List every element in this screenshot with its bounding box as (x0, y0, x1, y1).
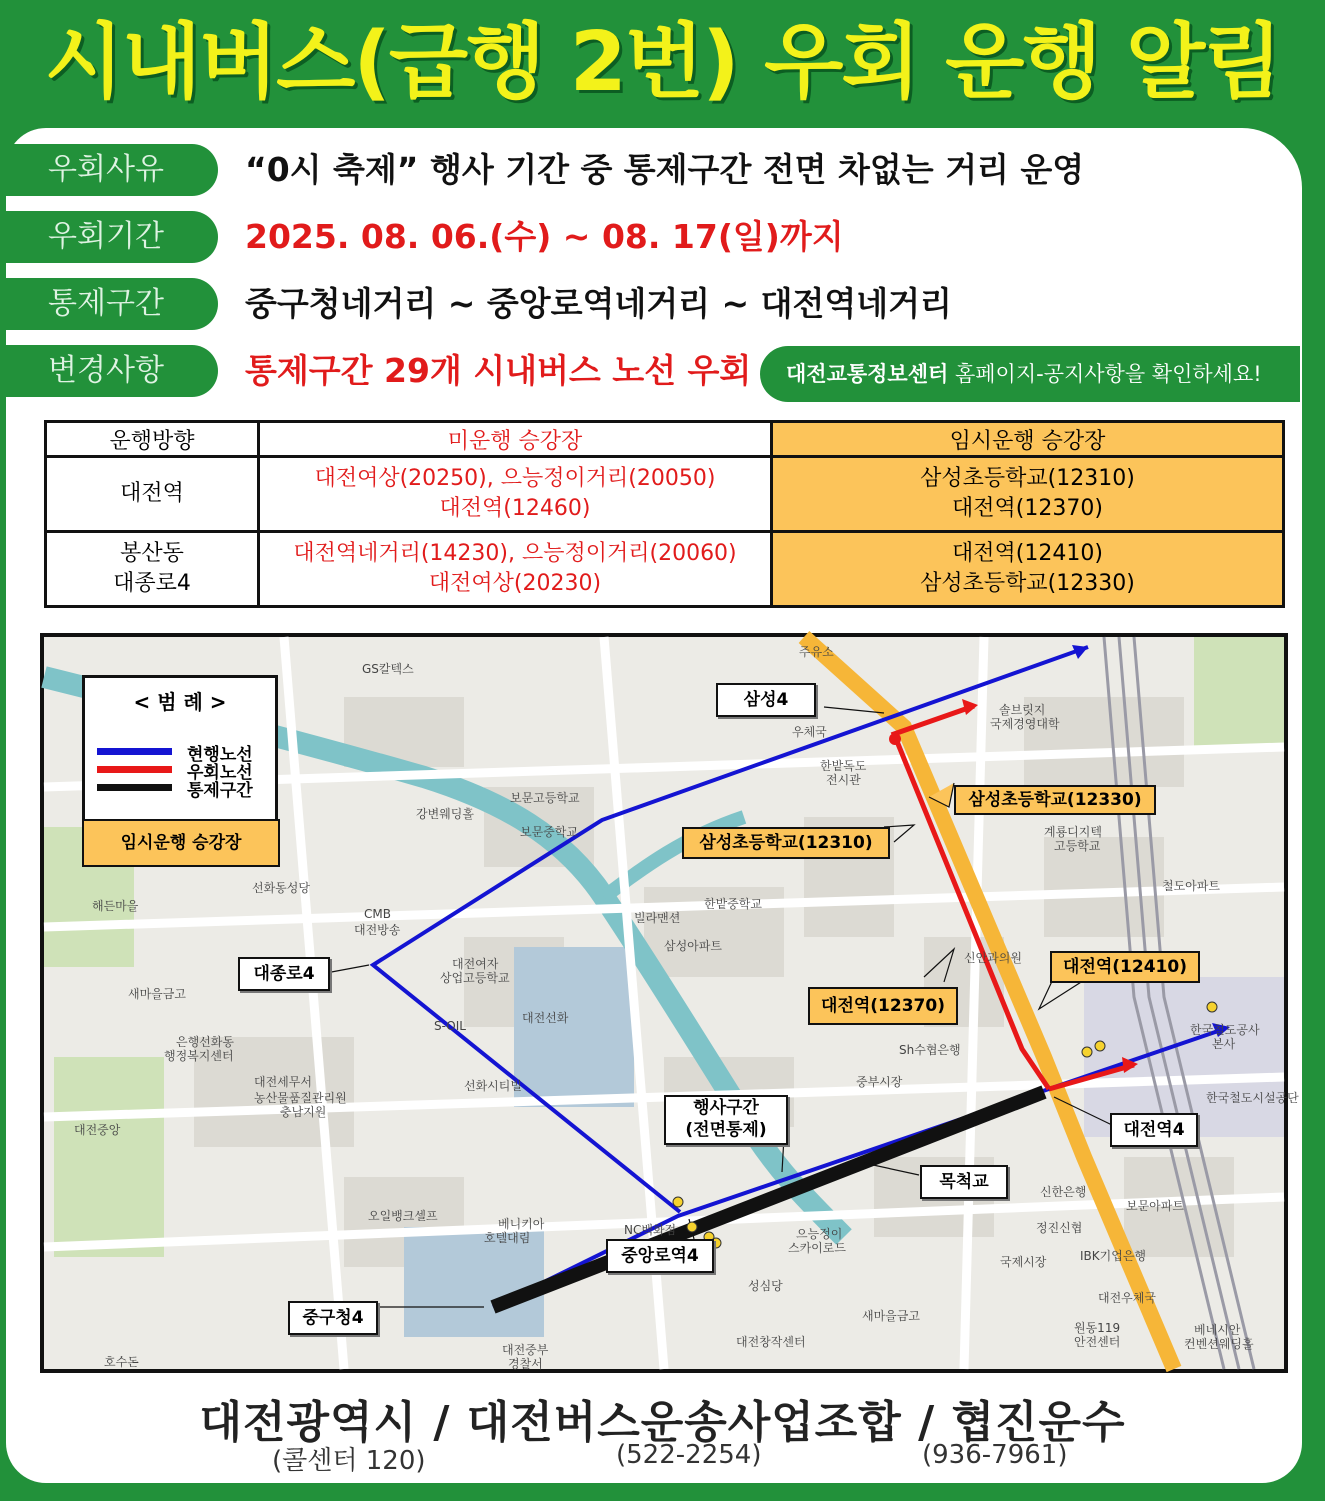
map-place-label: 스카이로드 (788, 1241, 846, 1255)
map-place-label: 강변웨딩홀 (416, 807, 474, 821)
callout-daejeonyeok4: 대전역4 (1110, 1113, 1198, 1147)
footer-company-phone: (936-7961) (922, 1440, 1068, 1470)
map-place-label: 새마을금고 (862, 1309, 920, 1323)
map-place-label: 으능정이 (796, 1227, 843, 1241)
map-place-label: 솔브릿지 (999, 703, 1046, 717)
map-place-label: 정진신협 (1036, 1221, 1083, 1235)
legend-label-control: 통제구간 (187, 781, 253, 801)
map-place-label: 신안과의원 (964, 951, 1022, 965)
map-place-label: 성심당 (748, 1279, 783, 1293)
callout-daejeon-12370: 대전역(12370) (808, 987, 958, 1025)
detour-map[interactable] (40, 633, 1299, 1373)
traffic-center-notice[interactable] (760, 346, 1300, 402)
map-place-label: 원동119 (1074, 1321, 1121, 1335)
temp-stop-line: 삼성초등학교(12330) (920, 571, 1135, 596)
map-place-label: S-OIL (434, 1019, 466, 1033)
callout-jungangro4: 중앙로역4 (606, 1239, 714, 1273)
map-place-label: 주유소 (799, 645, 834, 659)
callout-samsung-12330: 삼성초등학교(12330) (954, 785, 1156, 815)
notice-bold: 대전교통정보센터 (786, 362, 949, 386)
map-place-label: 한국철도시설공단 (1206, 1091, 1299, 1105)
map-place-label: 선화동성당 (252, 881, 310, 895)
callout-daejeon-12410: 대전역(12410) (1050, 951, 1200, 983)
legend-item-control (97, 780, 273, 801)
notice-rest: 홈페이지-공지사항을 확인하세요! (948, 362, 1262, 386)
info-label-changes: 변경사항 (0, 345, 218, 397)
legend-line-detour (97, 766, 172, 773)
missed-stops-cell (259, 457, 772, 532)
map-place-label: 대전중부 (502, 1343, 549, 1357)
map-place-label: 호텔대림 (484, 1231, 531, 1245)
map-place-label: 호수돈 (104, 1355, 139, 1369)
info-value-period: 2025. 08. 06.(수) ~ 08. 17(일)까지 (245, 217, 844, 256)
temp-stop-line: 삼성초등학교(12310) (920, 466, 1135, 491)
map-place-label: 빌라맨션 (634, 911, 681, 925)
map-place-label: IBK기업은행 (1080, 1249, 1147, 1263)
map-place-label: 대전중앙 (74, 1123, 121, 1137)
map-place-label: 은행선화동 (176, 1035, 234, 1049)
map-legend (82, 675, 278, 831)
map-place-label: 본사 (1212, 1037, 1236, 1051)
map-place-label: 대전여자 (452, 957, 499, 971)
map-place-label: 선화시티빌 (464, 1079, 522, 1093)
map-place-label: 보문중학교 (520, 825, 578, 839)
temp-stops-cell (772, 457, 1284, 532)
temp-stops-cell (772, 532, 1284, 607)
map-place-label: 철도아파트 (1162, 879, 1220, 893)
map-place-label: 농산물품질관리원 (254, 1091, 347, 1105)
table-row (46, 532, 1284, 607)
temp-stop-line: 대전역(12410) (952, 541, 1103, 566)
map-place-label: 계룡디지텍 (1044, 825, 1102, 839)
missed-stops-cell (259, 532, 772, 607)
map-place-label: 중부시장 (856, 1075, 903, 1089)
map-place-label: 대전창작센터 (736, 1335, 806, 1349)
table-header-temporary: 임시운행 승강장 (772, 422, 1284, 457)
map-place-label: CMB (364, 907, 391, 921)
map-place-label: 오일뱅크셀프 (368, 1209, 438, 1223)
info-value-changes: 통제구간 29개 시내버스 노선 우회 (245, 351, 752, 390)
map-place-label: 신한은행 (1040, 1185, 1087, 1199)
map-place-label: 경찰서 (508, 1357, 543, 1371)
callout-samsung-12310: 삼성초등학교(12310) (682, 827, 890, 859)
callout-mokcheokgyo: 목척교 (920, 1165, 1008, 1199)
school-block (514, 947, 634, 1107)
table-header-direction: 운행방향 (46, 422, 259, 457)
footer-organizations: 대전광역시 / 대전버스운송사업조합 / 협진운수 (199, 1397, 1126, 1448)
map-place-label: 한밭독도 (820, 759, 867, 773)
callout-event-section (664, 1095, 788, 1145)
map-place-label: 삼성아파트 (664, 939, 722, 953)
table-row (46, 457, 1284, 532)
map-place-label: 우체국 (792, 725, 827, 739)
map-place-label: 행정복지센터 (164, 1049, 234, 1063)
temp-stop-line: 대전역(12370) (952, 496, 1103, 521)
map-place-label: 한국철도공사 (1190, 1023, 1260, 1037)
missed-stop-line: 대전역(12460) (439, 496, 591, 521)
map-place-label: 안전센터 (1074, 1335, 1121, 1349)
stop-table (44, 420, 1285, 608)
legend-line-control (97, 784, 172, 791)
direction-text: 봉산동 (120, 541, 184, 566)
legend-temp-stop: 임시운행 승강장 (82, 819, 280, 867)
panel-notch (1300, 128, 1325, 208)
event-section-label: 행사구간 (693, 1098, 759, 1118)
map-place-label: 베니키아 (498, 1217, 545, 1231)
map-place-label: 충남지원 (280, 1105, 327, 1119)
map-place-label: 보문고등학교 (510, 791, 580, 805)
missed-stop-line: 대전여상(20230) (428, 571, 602, 596)
callout-samsung4: 삼성4 (716, 683, 816, 717)
info-value-control-section: 중구청네거리 ~ 중앙로역네거리 ~ 대전역네거리 (245, 284, 952, 323)
detour-route-arrow (962, 699, 978, 715)
map-place-label: Sh수협은행 (899, 1043, 961, 1057)
direction-text: 대전역 (120, 481, 184, 506)
map-place-label: NC백화점 (624, 1223, 677, 1237)
direction-text: 대종로4 (113, 571, 191, 596)
map-place-label: 한밭중학교 (704, 897, 762, 911)
missed-stop-line: 대전여상(20250), 으능정이거리(20050) (314, 466, 716, 491)
info-label-period: 우회기간 (0, 211, 218, 263)
map-place-label: 해든마을 (92, 899, 139, 913)
map-place-label: 대전선화 (522, 1011, 569, 1025)
footer-union-phone: (522-2254) (616, 1440, 762, 1470)
info-label-control-section: 통제구간 (0, 278, 218, 330)
table-header-row (46, 422, 1284, 457)
event-section-note: (전면통제) (685, 1120, 767, 1140)
direction-cell (46, 532, 259, 607)
table-header-missed: 미운행 승강장 (259, 422, 772, 457)
map-place-label: 대전방송 (354, 923, 401, 937)
footer-callcenter: (콜센터 120) (272, 1446, 426, 1476)
map-place-label: 국제시장 (1000, 1255, 1047, 1269)
map-place-label: 대전우체국 (1098, 1291, 1156, 1305)
map-place-label: 고등학교 (1054, 839, 1101, 853)
legend-line-current (97, 748, 172, 755)
info-value-reason: “0시 축제” 행사 기간 중 통제구간 전면 차없는 거리 운영 (245, 150, 1085, 189)
map-place-label: GS칼텍스 (362, 662, 414, 676)
map-place-label: 베네시안 (1194, 1323, 1241, 1337)
map-place-label: 컨벤션웨딩홀 (1184, 1337, 1254, 1351)
direction-cell (46, 457, 259, 532)
map-place-label: 대전세무서 (254, 1075, 312, 1089)
legend-title: < 범 례 > (133, 690, 227, 714)
callout-daejongro4: 대종로4 (238, 957, 330, 991)
map-place-label: 보문아파트 (1126, 1199, 1184, 1213)
missed-stop-line: 대전역네거리(14230), 으능정이거리(20060) (293, 541, 737, 566)
page-title: 시내버스(급행 2번) 우회 운행 알림 (44, 15, 1281, 110)
legend-label-detour: 우회노선 (187, 763, 253, 783)
info-label-reason: 우회사유 (0, 144, 218, 196)
callout-junggucheong4: 중구청4 (288, 1301, 378, 1335)
map-place-label: 새마을금고 (128, 987, 186, 1001)
legend-label-current: 현행노선 (187, 745, 253, 765)
map-place-label: 상업고등학교 (440, 971, 510, 985)
map-place-label: 국제경영대학 (990, 717, 1060, 731)
map-place-label: 전시관 (826, 773, 861, 787)
